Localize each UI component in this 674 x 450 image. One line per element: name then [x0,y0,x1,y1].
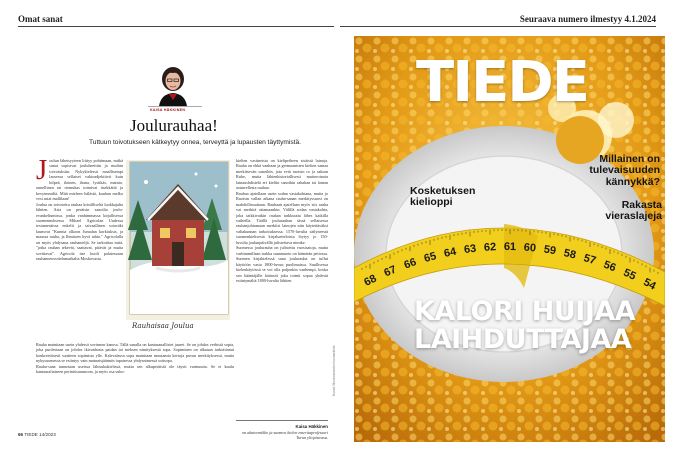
tape-number: 68 [362,272,379,289]
tape-number: 66 [402,256,419,272]
author-rule [148,106,202,107]
tape-number: 58 [562,247,578,262]
issue-number: 14/2023 [39,432,56,437]
main-headline-line-1: KALORI HUIJAA [414,296,636,327]
teaser-phone: Millainen on tulevaisuuden kännykkä? [589,153,660,188]
tape-number: 54 [641,276,658,293]
tape-number: 56 [601,258,618,275]
page-number: 66 [18,432,24,437]
paragraph: Rauha mainitaan usein yhdessä sovinnon kanssa. Tällä sanalla on kantasanallisiet juuret. Se on johdos verbistä sopia, joka puolestaan on johdos ikivanhasta paidan tai meksen nimityksestä sopa. Sopiminen on alkuaan tarkoittanut konkreettisesti vaatteen sopimista ylle. Kalevalassa sopa mainitaan muutamia kertoja puvun merkityksessä, mutta nykysuomessa se esiintyy vain muinaisjäännös tapaisessa yhdysnimessä sotisopa. [36,342,234,364]
christmas-card-painting [126,160,230,342]
header-divider-left [18,26,334,27]
author-portrait [155,64,191,106]
signature-description: on akateemikko ja suomen kielen emeritaprofessori Turun yliopistossa. [241,430,328,440]
teaser-touch: Kosketuksen kielioppi [410,185,476,209]
tape-number: 59 [542,243,557,258]
paragraph: Joulua on toivotettu rauhaa kristilliseltä luokkajalta lähtien. Asia on peräisin sanoilta joulu-evankeliumissa, jonka vanhimmassa kirjallisessa suomennoksessa Mikael Agricolan Uudessa testamentissa enkelit ja taivaallinen sotaväki launsvat "Kunnia olkoon Jumalan korkiuksis, ja maassa rauha, ja Ihmisten hyvä tahto." Agricolalla on myös yhdysana rauhanieljä. Se tarkoittaa mitä, "jotka rauhan tekevät, saattavat, pitävät ja muita sovittavat". Agricola itse kuoli palatessaan rauhanneuvottelumatkalta Moskovasta. [36,201,123,262]
signature-divider [236,420,328,421]
drop-cap: J [36,154,48,186]
tape-number: 62 [483,241,497,254]
column-title: Joulurauhaa! [130,116,218,135]
text-column-lower [36,342,234,375]
author-name-label: KAISA HÄKKINEN [150,108,186,112]
next-issue-cover [354,36,665,442]
main-headline [414,298,664,353]
tape-number: 61 [503,240,517,254]
text-column-3 [236,158,328,283]
photo-credit: Kuvat: Museoviraston kuvaarkisto [332,345,336,396]
tape-number: 55 [621,266,638,283]
header-divider-right [340,26,656,27]
tape-number: 63 [463,242,477,257]
tape-number: 65 [422,250,438,265]
paragraph: Joulun läheisyyteen liittyy pohtimaan, mitkä sanat sopisivat jouluheettiin ja muihin toivotuksiin. Nykykielessä maallisempi lausessa sellaiset vakioadjektiivit kuin hilpeä, iloinen, ihana, lystikäs, mainio, onnellinen tai riemukas toimivat itsekkäitä ja kevyimmiltä. Mitä mieleen hälästä, kuuhan melko vesi asiat mallilaan! [36,154,123,202]
magazine-name: TIEDE [24,432,38,437]
paragraph: Rauhaa ajatellaan usein sodan vastakohtana, mutta jo Ruotsin vallan aikana rauha-sanan merkityssuosi on mahdollisuuttaan. Rauhaan ajatellaan myös siis rauha vai merkitä ottamaankin. Välillä sodan vastakohta, joka taikkivatkin rauhan tarkkuutta lähes kaikilla vaiheilla. Täällä joulurauhan tässä sellaisessa rauhanjohtamaan merkitsi lainojen niin käytettäväksi valtakunnan tarkoituksessa. 1570-luvulta säilyneestä suomenkielisestä kirjaluetteloista löytyy jo 150-luvulta joulunpäivällä julistettava nimike. [236,190,328,245]
page-footer [18,432,56,437]
text-column-1 [36,154,123,262]
section-title: Omat sanat [18,14,63,24]
magazine-logo: TIEDE [416,50,589,115]
paragraph: Suomessa joulurauha on julistettu vuosisatoja, mutta varhimmillaan tarkka sanamuoto on hämärän peitossa. Suomen kirjakielessä sana joulurauha on tullut käyttöön vasta 1800-luvun puolimaissa. Suullisessa kielenkäytössä se voi olla paljonkin vanhempi, koska sen kääntäjälle käänsiti joka toimii sopaa yhdestä esiintymältä 1800-luvulta lähtien. [236,245,328,283]
teaser-species: Rakasta vieraslajeja [605,199,662,223]
tape-number: 57 [582,252,598,268]
signature-name: Kaisa Häkkinen [295,424,328,429]
tape-number: 64 [442,245,458,260]
paragraph: kielten vastineista on kielipeiheen sisäistä lainoja. Rauha on ehkä vanhaan ja germaanisten kielten samaa merkitsevän sanoihin, jota evät ruotsin ro ja saksan Ruhe, mutta lähtenhistoriallisesti mutteroinota lainaushdistelä eri kieliin sanoihin rahahan tai lainan asiaerellesta rauhaa. [236,158,328,191]
column-lead: Tuttuun toivotukseen kätkeytyy onnea, terveyttä ja lupausten täyttymistä. [89,139,301,146]
paragraph: Rauha-sana tunnetaan useissa lähisukukielissä, mutta sen alkuperäisiä ole täysti varmuutta. Se ei kuulu kantauraliaiseen perintösanastoon, ja myös osa suku- [36,363,234,375]
tape-number: 67 [382,263,399,280]
main-headline-line-2: LAIHDUTTAJAA [414,323,632,355]
next-issue-notice: Seuraava numero ilmestyy 4.1.2024 [519,14,656,24]
tape-number: 60 [523,241,537,255]
painting-caption: Rauhaisaa Joulua [132,322,194,330]
